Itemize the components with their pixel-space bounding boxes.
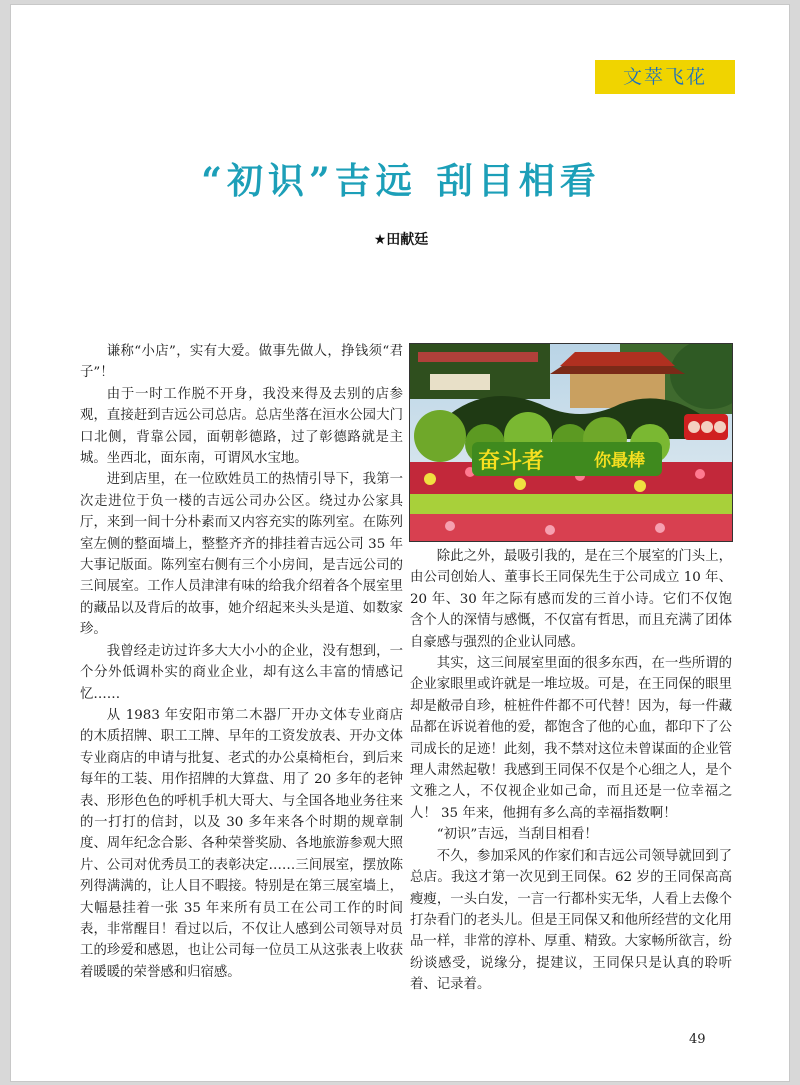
- paragraph: 其实，这三间展室里面的很多东西，在一些所谓的企业家眼里或许就是一堆垃圾。可是，在王同保的眼里却是敝帚自珍，桩桩件件都不可代替！因为，每一件藏品都在诉说着他的爱，都饱含了他的心血，都印下了公司成长的足迹！此刻，我不禁对这位未曾谋面的企业管理人肃然起敬！我感到王同保不仅是个心细之人，是个文雅之人，不仅视企业如己命，而且还是一位幸福之人！ 35 年来，他拥有多么高的幸福指数啊！: [410, 656, 732, 821]
- title-part-1: “初识”吉远: [201, 160, 417, 202]
- paragraph: 我曾经走访过许多大大小小的企业，没有想到，一个分外低调朴实的商业企业，却有这么丰富的情感记忆……: [80, 643, 403, 702]
- paragraph: 由于一时工作脱不开身，我没来得及去别的店参观，直接赶到吉远公司总店。总店坐落在洹水公园大门口北侧，背靠公园，面朝彰德路，过了彰德路就是主城。坐西北，面东南，可谓风水宝地。: [80, 386, 403, 467]
- article-title: [11, 153, 791, 204]
- magazine-page: [10, 4, 790, 1082]
- paragraph: 不久，参加采风的作家们和吉远公司领导就回到了总店。我这才第一次见到王同保。62 岁的王同保高高瘦瘦，一头白发，一言一行都朴实无华，人看上去像个打杂看门的老头儿。但是王同保又和他所经营的文化用品一样，非常的淳朴、厚重、精致。大家畅所欲言，纷纷谈感受，说缘分，提建议，王同保只是认真的聆听着、记录着。: [410, 848, 732, 993]
- left-column: [80, 341, 403, 983]
- paragraph: 进到店里，在一位欧姓员工的热情引导下，我第一次走进位于负一楼的吉远公司办公区。绕过办公家具厅，来到一间十分朴素而又内容充实的陈列室。在陈列室左侧的整面墙上，整整齐齐的排挂着吉远公司 35 年大事记版面。陈列室右侧有三个小房间，是吉远公司的三间展室。工作人员津津有味的给我介绍着各个展室里的藏品以及背后的故事，她介绍起来头头是道、如数家珍。: [80, 472, 403, 638]
- paragraph: 谦称“小店”，实有大爱。做事先做人，挣钱须“君子”！: [80, 344, 403, 381]
- paragraph: 除此之外，最吸引我的，是在三个展室的门头上，由公司创始人、董事长王同保先生于公司成立 10 年、20 年、30 年之际有感而发的三首小诗。它们不仅饱含个人的深情与感慨，不仅富有哲思，而且充满了团体自豪感与强烈的企业认同感。: [410, 549, 732, 650]
- photo-sign-right: 你最棒: [594, 451, 645, 471]
- paragraph: “初识”吉远，当刮目相看！: [436, 827, 598, 843]
- photo-sign-left: 奋斗者: [478, 449, 545, 474]
- garden-photo: [409, 343, 733, 542]
- right-column: [410, 546, 732, 996]
- paragraph: 从 1983 年安阳市第二木器厂开办文体专业商店的木质招牌、职工工牌、早年的工资发放表、开办文体专业商店的申请与批复、老式的办公桌椅柜台，到后来每年的工装、用作招牌的大算盘、用了 20 多年的老钟表、形形色色的呼机手机大哥大、与全国各地业务往来的一打打的信封，以及 30 多年来各个时期的规章制度、周年纪念合影、各种荣誉奖励、各地旅游参观大照片、公司对优秀员工的表彰决定……三间展室，摆放陈列得满满的，让人目不暇接。特别是在第三展室墙上，大幅悬挂着一张 35 年来所有员工在公司工作的时间表，非常醒目！看过以后，不仅让人感到公司领导对员工的珍爱和感恩，也让公司每一位员工从这张表上收获着暖暖的荣誉感和归宿感。: [80, 707, 403, 980]
- title-part-2: 刮目相看: [436, 160, 601, 202]
- page-number: 49: [689, 1032, 706, 1047]
- section-tag: 文萃飞花: [595, 60, 735, 94]
- author-byline: ★田献廷: [373, 232, 429, 248]
